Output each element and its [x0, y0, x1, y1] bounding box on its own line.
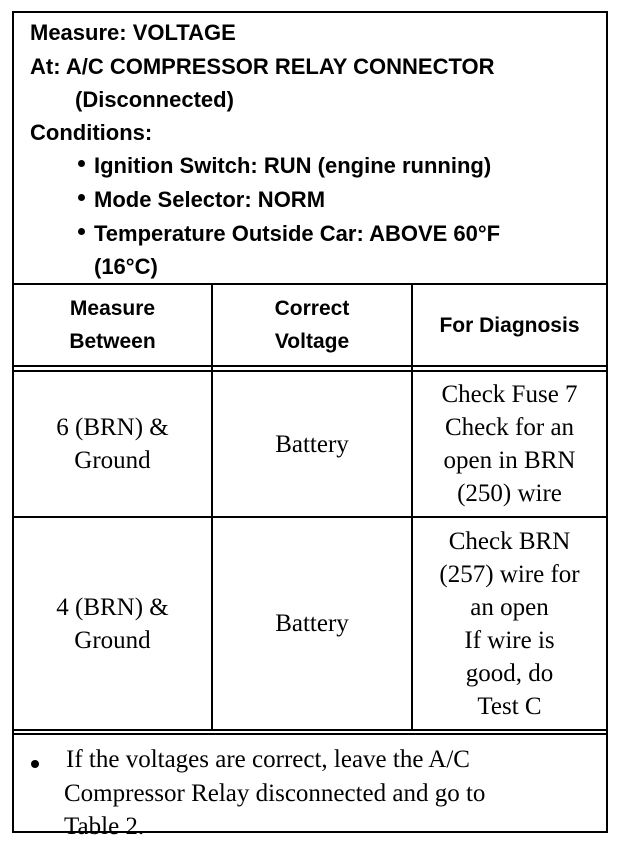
table-header-rule-top [14, 365, 606, 367]
row1-diagnosis: Check Fuse 7 Check for an open in BRN (250) wire [441, 381, 578, 507]
table-footer-rule-top [14, 729, 606, 731]
footer-note-line: If the voltages are correct, leave the A/C [66, 746, 470, 773]
row2-diagnosis: Check BRN (257) wire for an open If wire is good, do Test C [439, 527, 580, 720]
footer-note [14, 733, 606, 840]
location-state: (Disconnected) [75, 87, 234, 112]
column-header-correct-voltage: Correct Voltage [274, 297, 350, 353]
location-line: At: A/C COMPRESSOR RELAY CONNECTOR [30, 54, 495, 79]
condition-mode: Mode Selector: NORM [94, 187, 326, 212]
row1-correct-voltage: Battery [275, 430, 349, 458]
row2-correct-voltage: Battery [275, 610, 349, 637]
condition-ignition: Ignition Switch: RUN (engine running) [94, 153, 492, 178]
bullet-icon [78, 160, 85, 167]
bullet-icon [78, 194, 85, 201]
conditions-label: Conditions: [30, 120, 153, 145]
column-header-measure-between: Measure Between [69, 297, 156, 353]
row2-measure-between: 4 (BRN) & Ground [56, 593, 169, 654]
bullet-icon [31, 760, 39, 768]
condition-temperature-celsius: (16°C) [94, 254, 158, 279]
condition-temperature: Temperature Outside Car: ABOVE 60°F [94, 221, 501, 246]
test-procedure-box [12, 11, 608, 840]
footer-note-line: Compressor Relay disconnected and go to [64, 780, 486, 807]
row1-measure-between: 6 (BRN) & Ground [56, 414, 169, 474]
bullet-icon [78, 228, 85, 235]
column-header-for-diagnosis: For Diagnosis [439, 313, 580, 337]
measure-line: Measure: VOLTAGE [30, 20, 236, 45]
test-conditions-header [14, 13, 606, 283]
footer-note-line: Table 2. [64, 813, 145, 840]
